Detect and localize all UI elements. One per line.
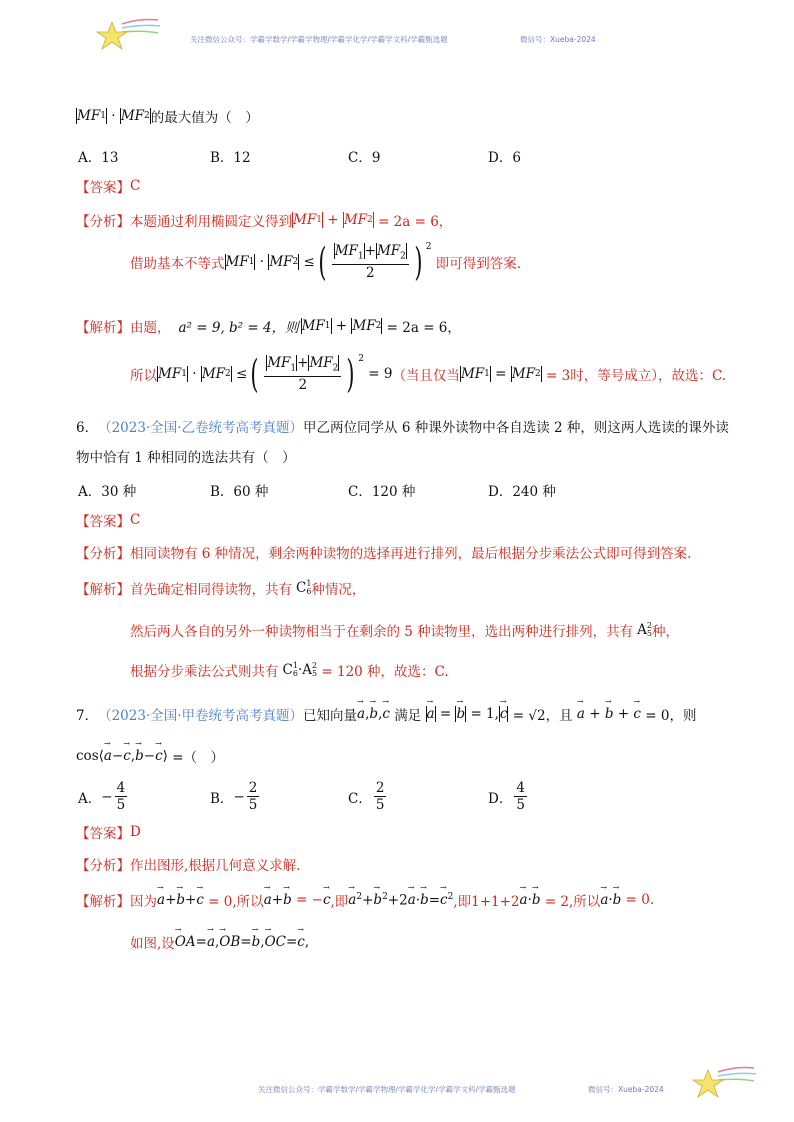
q7-option-a: A． − $\frac{4}{5}$ (78, 780, 126, 813)
q6-solution-1: 【解析】 首先确定相同得读物，共有 C 1 6 种情况， (76, 579, 366, 598)
q7-answer-value: D (130, 824, 141, 840)
q5-answer-value: C (130, 178, 141, 194)
footer-text: 关注微信公众号：学霸学数学/学霸学物理/学霸学化学/学霸学文科/学霸甄选题 (258, 1085, 516, 1094)
q5-solution-1: 【解析】 由题， a² = 9, b² = 4，则 MF 1 + MF 2 = 2a = 6， (76, 318, 461, 336)
q5-analysis-1: 【分析】 本题通过利用椭圆定义得到 MF 1 + MF 2 = 2a = 6， (76, 212, 453, 230)
q7-solution-2: 如图,设 → OA=→ a,→ OB=→ b,→ OC=→ c, (130, 932, 309, 952)
star-logo-icon (92, 16, 162, 56)
q7-answer: 【答案】 D (76, 824, 141, 842)
q7-stem-2: cos ⟨ → a − → c , → b − → c ⟩ =（ ） (76, 746, 224, 766)
q7-source: （2023·全国·甲卷统考高考真题） (98, 708, 304, 724)
q6-stem-1: 6． （2023·全国·乙卷统考高考真题） 甲乙两位同学从 6 种课外读物中各自选读 2 种，则这两人选读的课外读 (76, 416, 729, 436)
header-text: 关注微信公众号：学霸学数学/学霸学物理/学霸学化学/学霸学文科/学霸甄选题 (190, 35, 448, 44)
q6-option-b: B．60 种 (210, 484, 269, 500)
q6-analysis: 【分析】 相同读物有 6 种情况，剩余两种读物的选择再进行排列，最后根据分步乘法公式即可得到答案. (76, 546, 692, 562)
q5-stem: MF 1 · MF 2 的最大值为（ ） (77, 108, 259, 126)
q6-source: （2023·全国·乙卷统考高考真题） (98, 420, 304, 436)
q6-solution-2: 然后两人各自的另外一种读物相当于在剩余的 5 种读物里，选出两种进行排列，共有 A 2 5 种， (130, 621, 680, 640)
q5-solution-2: 所以 MF 1 · MF 2 ≤ ( $\frac{MF_1+MF_2}{2}$ ) $^2$ = 9 （当且仅当 MF 1 = MF 2 = 3时，等号成立），故选：C. (130, 352, 727, 396)
q6-answer: 【答案】 C (76, 512, 141, 530)
header-wechat: 微信号：Xueba-2024 (520, 35, 596, 44)
q7-stem-1: 7． （2023·全国·甲卷统考高考真题） 已知向量 → a , → b , → c 满足 → a = → b = 1, → c = √2，且 → a + → b + → c = 0，则 (76, 704, 696, 724)
footer-wechat: 微信号：Xueba-2024 (588, 1085, 664, 1094)
q5-answer: 【答案】 C (76, 178, 141, 196)
q7-option-d: D． $\frac{4}{5}$ (488, 780, 525, 813)
q5-stem-tail: 的最大值为（ ） (150, 110, 259, 126)
q6-option-d: D．240 种 (488, 484, 556, 500)
q5-option-a: A．13 (78, 150, 119, 166)
q6-option-c: C．120 种 (348, 484, 416, 500)
q7-solution-1: 【解析】 因为 → a+→ b+→ c = 0,所以 → a+→ b = − → c ,即 → $a^2+\to b^2+2\to a\cdot\to b=\to c^2$ ,即1+1+2 → a·→ b = 2,所以 → a·→ b = 0. (76, 890, 654, 910)
q5-option-d: D．6 (488, 150, 521, 166)
q5-option-b: B．12 (210, 150, 251, 166)
q7-option-b: B． − $\frac{2}{5}$ (210, 780, 258, 813)
q7-option-c: C． $\frac{2}{5}$ (348, 780, 385, 813)
q5-analysis-2: 借助基本不等式 MF 1 · MF 2 ≤ ( $\frac{MF_1+MF_2}{2}$ ) $^2$ 即可得到答案. (130, 240, 522, 284)
q6-answer-value: C (130, 512, 141, 528)
q6-option-a: A．30 种 (78, 484, 137, 500)
q6-solution-3: 根据分步乘法公式则共有 C 1 6 ·A 2 5 = 120 种，故选：C. (130, 661, 449, 680)
star-logo-icon (688, 1064, 758, 1104)
q7-analysis: 【分析】 作出图形,根据几何意义求解. (76, 858, 301, 874)
q5-option-c: C．9 (348, 150, 381, 166)
q6-stem-2: 物中恰有 1 种相同的选法共有（ ） (76, 450, 296, 466)
